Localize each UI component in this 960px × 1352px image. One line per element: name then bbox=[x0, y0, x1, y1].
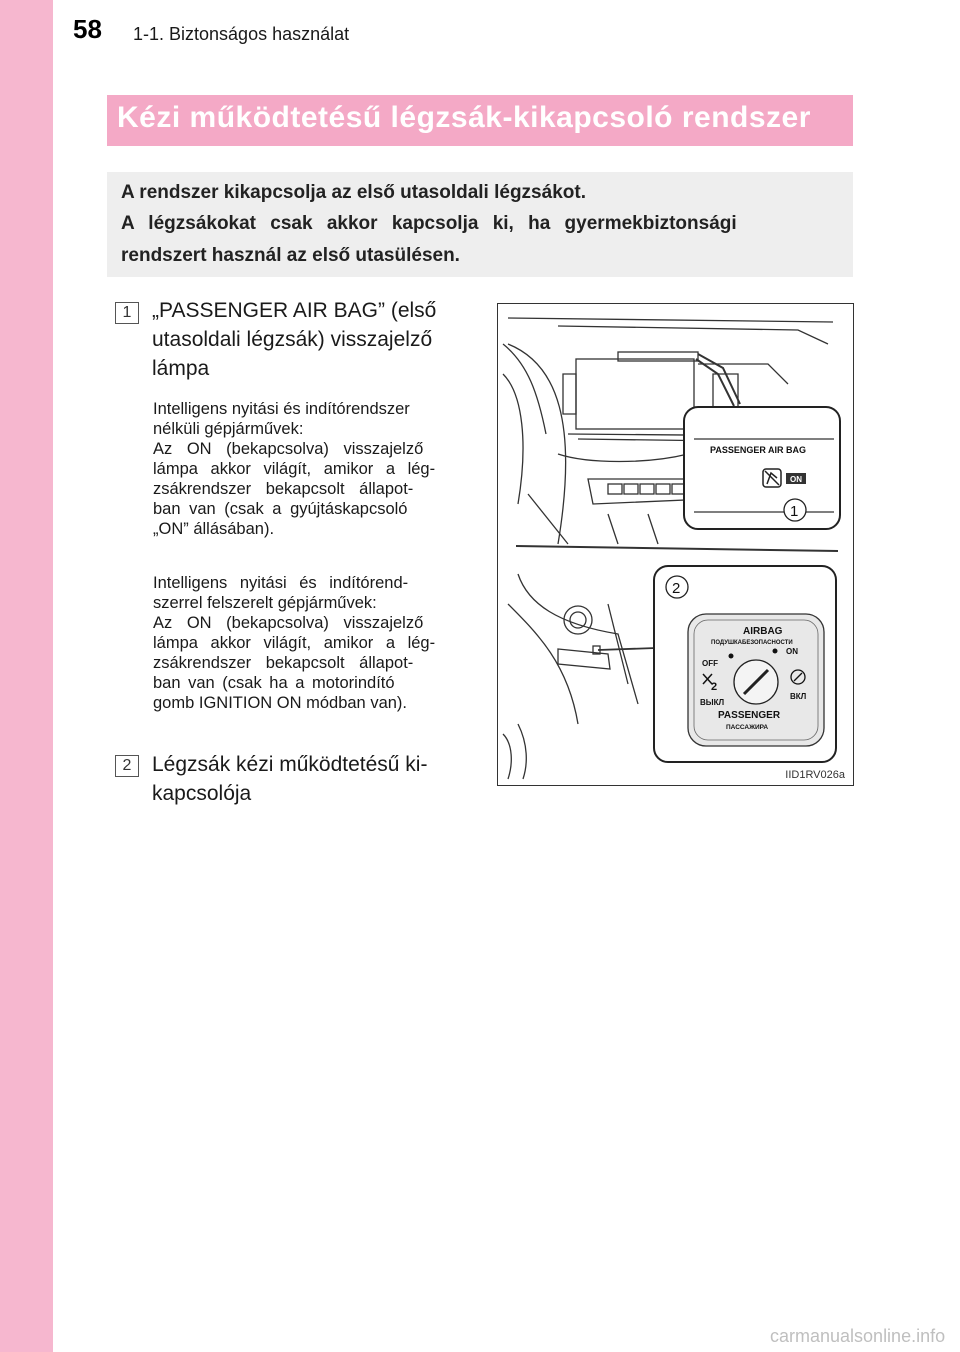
paragraph-line: „ON” állásában). bbox=[153, 520, 275, 538]
item-number-1: 1 bbox=[115, 302, 139, 324]
paragraph-line: szerrel felszerelt gépjárművek: bbox=[153, 594, 377, 612]
watermark: carmanualsonline.info bbox=[770, 1326, 946, 1346]
switch-on-ru-label: ВКЛ bbox=[790, 692, 807, 701]
intro-line-1: A rendszer kikapcsolja az első utasoldali légzsákot. bbox=[121, 182, 586, 203]
switch-airbag-label: AIRBAG bbox=[743, 626, 783, 637]
item-1-title bbox=[152, 296, 436, 383]
figure-code: IID1RV026a bbox=[785, 769, 845, 781]
svg-text:2: 2 bbox=[711, 681, 718, 693]
paragraph-line: ban van (csak ha a motorindító bbox=[153, 674, 395, 692]
intro-line-2: A légzsákokat csak akkor kapcsolja ki, ha gyermekbiztonsági bbox=[121, 213, 737, 234]
paragraph-line: zsákrendszer bekapcsolt állapot- bbox=[153, 480, 414, 498]
switch-passenger-label: PASSENGER bbox=[718, 710, 781, 721]
item-2-title-line: Légzsák kézi működtetésű ki- bbox=[152, 753, 428, 776]
paragraph-line: lámpa akkor világít, amikor a lég- bbox=[153, 460, 436, 478]
side-color-bar bbox=[0, 0, 53, 1352]
callout-1-frame bbox=[684, 407, 840, 529]
airbag-indicator-icon bbox=[763, 469, 781, 487]
key-slot-icon bbox=[734, 660, 778, 704]
on-position-dot bbox=[773, 649, 778, 654]
callout-passenger-airbag-label: PASSENGER AIR BAG bbox=[710, 445, 807, 455]
switch-off-label: OFF bbox=[702, 659, 718, 668]
paragraph-line: nélküli gépjárművek: bbox=[153, 420, 304, 438]
page-title: Kézi működtetésű légzsák-kikapcsoló rendszer bbox=[117, 101, 811, 134]
dashboard-drawing bbox=[498, 304, 853, 785]
item-2-title-line: kapcsolója bbox=[152, 782, 252, 805]
off-position-dot bbox=[729, 654, 734, 659]
switch-off-ru-label: ВЫКЛ bbox=[700, 698, 725, 707]
paragraph-line: Intelligens nyitási és indítórendszer bbox=[153, 400, 410, 418]
item-1-title-line: lámpa bbox=[152, 357, 210, 380]
marker-2-label: 2 bbox=[672, 580, 681, 597]
on-indicator-label: ON bbox=[790, 475, 802, 484]
paragraph-line: lámpa akkor világít, amikor a lég- bbox=[153, 634, 436, 652]
item-1-title-line: „PASSENGER AIR BAG” (első bbox=[152, 299, 437, 322]
marker-1-label: 1 bbox=[790, 503, 799, 520]
item-1-title-line: utasoldali légzsák) visszajelző bbox=[152, 328, 433, 351]
switch-passenger-ru-label: ПАССАЖИРА bbox=[726, 724, 769, 731]
item-number-2: 2 bbox=[115, 755, 139, 777]
dashboard-illustration bbox=[497, 303, 854, 786]
paragraph-line: gomb IGNITION ON módban van). bbox=[153, 694, 408, 712]
paragraph-line: Az ON (bekapcsolva) visszajelző bbox=[153, 440, 424, 458]
title-band bbox=[107, 95, 853, 146]
page-number: 58 bbox=[73, 14, 102, 44]
intro-box bbox=[107, 172, 853, 277]
item-1-paragraph-1 bbox=[153, 399, 476, 539]
switch-on-label: ON bbox=[786, 647, 798, 656]
paragraph-line: Intelligens nyitási és indítórend- bbox=[153, 574, 409, 592]
paragraph-line: zsákrendszer bekapcsolt állapot- bbox=[153, 654, 414, 672]
switch-airbag-ru-label: ПОДУШКАБЕЗОПАСНОСТИ bbox=[711, 640, 793, 646]
paragraph-line: ban van (csak a gyújtáskapcsoló bbox=[153, 500, 408, 518]
section-header: 1-1. Biztonságos használat bbox=[133, 24, 350, 44]
item-1-paragraph-2 bbox=[153, 573, 476, 713]
item-2-title bbox=[152, 750, 427, 808]
intro-line-3: rendszert használ az első utasülésen. bbox=[121, 245, 460, 266]
paragraph-line: Az ON (bekapcsolva) visszajelző bbox=[153, 614, 424, 632]
